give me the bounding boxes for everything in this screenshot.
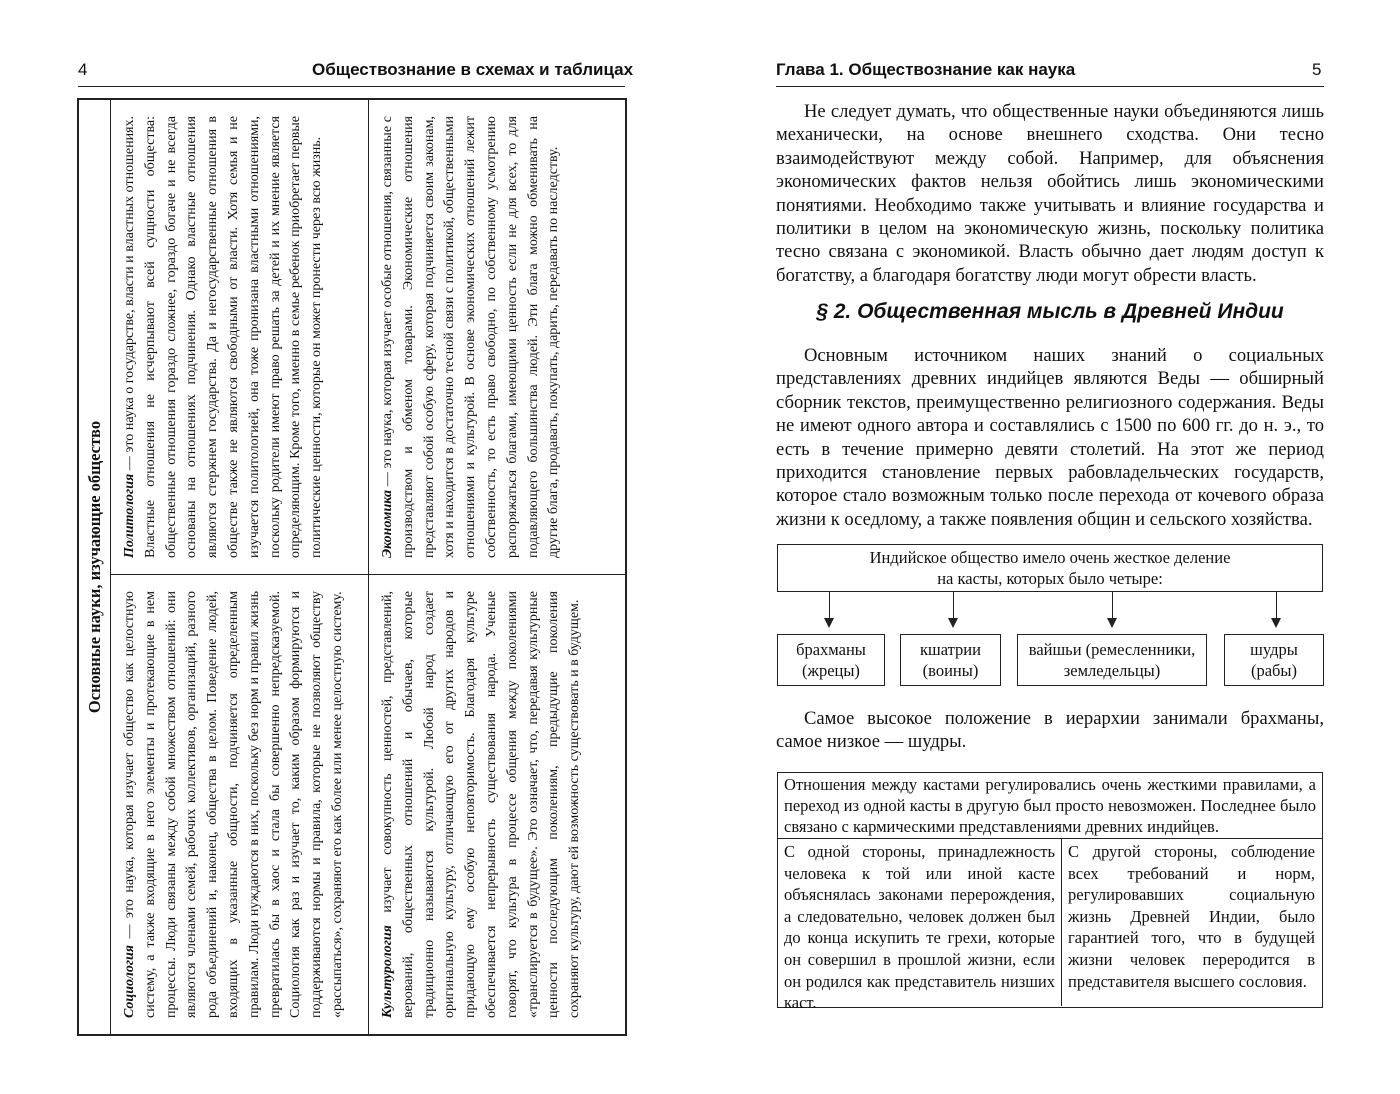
left-header-rule	[78, 86, 625, 87]
sociology-cell	[111, 575, 369, 1034]
right-page-number: 5	[1312, 60, 1322, 79]
culturology-term: Культурология	[380, 925, 395, 1018]
caste-role: (воины)	[922, 661, 979, 680]
caste-role: (жрецы)	[802, 661, 860, 680]
economics-term: Экономика	[380, 489, 395, 558]
caste-name: кшатрии	[920, 640, 981, 659]
caste-box-kshatriyas	[900, 634, 1001, 686]
culturology-text: изучает совокупность ценностей, представлений, верований, общественных отношений и обычаев, которые традиционно называются культурой. Любой народ создает оригинальную культуру, отличающую его от других народов и придающую ему особую неповторимость. Благодаря культуре обеспечивается непрерывность существования народа. Ученые говорят, что культура в процессе общения между поколениями «транслируется в будущее». Это означает, что, передавая культурные ценности последующим поколениям, предыдущие поколения сохраняют культуру, дают ей возможность существовать и в будущем.	[380, 591, 583, 1018]
caste-root-line1: Индийское общество имело очень жесткое деление	[869, 548, 1231, 567]
caste-box-vaishyas	[1017, 634, 1207, 686]
section-paragraph-text: Основным источником наших знаний о социальных представлениях древних индийцев являются Веды — обширный сборник текстов, преимущественно религиозного содержания. Веды не имеют одного автора и составлялись с 1500 по 600 гг. до н. э., то есть в течение примерно девяти столетий. На этот же период приходится становление первых рабовладельческих государств, которое стало возможным только после перехода от кочевого образа жизни к оседлому, а также появления общин и сельского хозяйства.	[776, 345, 1324, 530]
caste-role: (рабы)	[1250, 661, 1298, 680]
rules-table-right-cell: С другой стороны, соблюдение всех требований и норм, регулировавших социальную жизнь Древней Индии, было гарантией того, что в будущей жизни человек переродится в представителя высшего сословия.	[1068, 842, 1315, 991]
section-paragraph	[776, 344, 1324, 531]
rotated-table-container	[77, 98, 627, 1036]
left-running-title: Обществознание в схемах и таблицах	[312, 60, 634, 79]
caste-rules-table	[777, 772, 1323, 1013]
politology-text: — это наука о государстве, власти и властных отношениях. Властные отношения не исчерпывают всей сущности общества: общественные отношения гораздо сложнее, гораздо богаче и не всегда основаны на отношениях подчинения. Однако властные отношения являются стержнем государства. Да и негосударственные отношения в обществе также не являются свободными от власти. Хотя семья и не изучается политологией, она тоже пронизана властными отношениями, поскольку родители имеют право решать за детей и их мнение является определяющим. Кроме того, именно в семье ребенок приобретает первые политические ценности, которые он может пронести через всю жизнь.	[122, 116, 325, 558]
rules-table-top-cell: Отношения между кастами регулировались очень жесткими правилами, а переход из одной касты в другую был просто невозможен. Последнее было связано с кармическими представлениями древних индийцев.	[778, 773, 1322, 839]
intro-paragraph	[776, 100, 1324, 287]
section-heading: § 2. Общественная мысль в Древней Индии	[816, 300, 1284, 323]
economics-cell	[369, 100, 627, 574]
sciences-table-header: Основные науки, изучающие общество	[79, 100, 111, 1034]
caste-box-shudras	[1224, 634, 1324, 686]
arrow-down-icon	[1276, 592, 1277, 626]
intro-paragraph-text: Не следует думать, что общественные науки объединяются лишь механически, на основе внешнего сходства. Они тесно взаимодействуют между собой. Например, для объяснения экономических фактов нельзя обойтись лишь экономическими понятиями. Необходимо также учитывать и влияние государства и политики в целом на экономическую жизнь, поскольку политика тесно связана с экономикой. Власть обычно дает людям доступ к богатству, а благодаря богатству люди могут обрести власть.	[776, 101, 1324, 286]
caste-box-brahmins	[777, 634, 885, 686]
hierarchy-paragraph-text: Самое высокое положение в иерархии занимали брахманы, самое низкое — шудры.	[776, 708, 1324, 753]
culturology-cell	[369, 575, 627, 1034]
sociology-term: Социология	[122, 944, 137, 1018]
arrow-down-icon	[953, 592, 954, 626]
arrow-down-icon	[829, 592, 830, 626]
caste-name: брахманы	[796, 640, 866, 659]
politology-cell	[111, 100, 369, 574]
right-running-title: Глава 1. Обществознание как наука	[776, 60, 1076, 79]
sociology-text: — это наука, которая изучает общество как целостную систему, а также входящие в него элементы и протекающие в нем процессы. Люди связаны между собой множеством отношений: они являются членами семей, рабочих коллективов, организаций, разного рода объединений и, наконец, общества в целом. Поведение людей, входящих в указанные общности, подчиняется определенным правилам. Люди нуждаются в них, поскольку без норм и правил жизнь превратилась бы в хаос и стала бы совершенно непредсказуемой. Социология как раз и изучает то, каким образом формируются и поддерживаются нормы и правила, которые не позволяют обществу «рассыпаться», сохраняют его как более или менее целостную систему.	[122, 591, 345, 1018]
hierarchy-paragraph	[776, 707, 1324, 754]
arrow-down-icon	[1112, 592, 1113, 626]
left-page-number: 4	[78, 60, 88, 79]
sciences-table	[77, 98, 627, 1036]
caste-diagram-root	[777, 544, 1323, 592]
politology-term: Политология	[122, 473, 137, 558]
caste-role: земледельцы)	[1063, 661, 1161, 680]
caste-name: шудры	[1250, 640, 1298, 659]
caste-root-line2: на касты, которых было четыре:	[937, 569, 1163, 588]
right-header-rule	[776, 86, 1324, 87]
rules-table-left-cell: С одной стороны, принадлежность человека к той или иной касте объяснялась законами перерождения, а следовательно, человек должен был до конца искупить те грехи, которые он совершил в прошлой жизни, если он родился как представитель низших каст.	[778, 839, 1062, 1006]
caste-name: вайшьи (ремесленники,	[1028, 640, 1196, 659]
economics-text: — это наука, которая изучает особые отношения, связанные с производством и обменом товарами. Экономические отношения представляют собой особую сферу, которая подчиняется своим законам, хотя и находится в достаточно тесной связи с политикой, общественными отношениями и культурой. В основе экономических отношений лежит собственность, то есть право свободно, по собственному усмотрению распоряжаться благами, имеющими ценность если не для всех, то для подавляющего большинства людей. Эти блага можно обменивать на другие блага, продавать, покупать, дарить, передавать по наследству.	[380, 116, 562, 558]
